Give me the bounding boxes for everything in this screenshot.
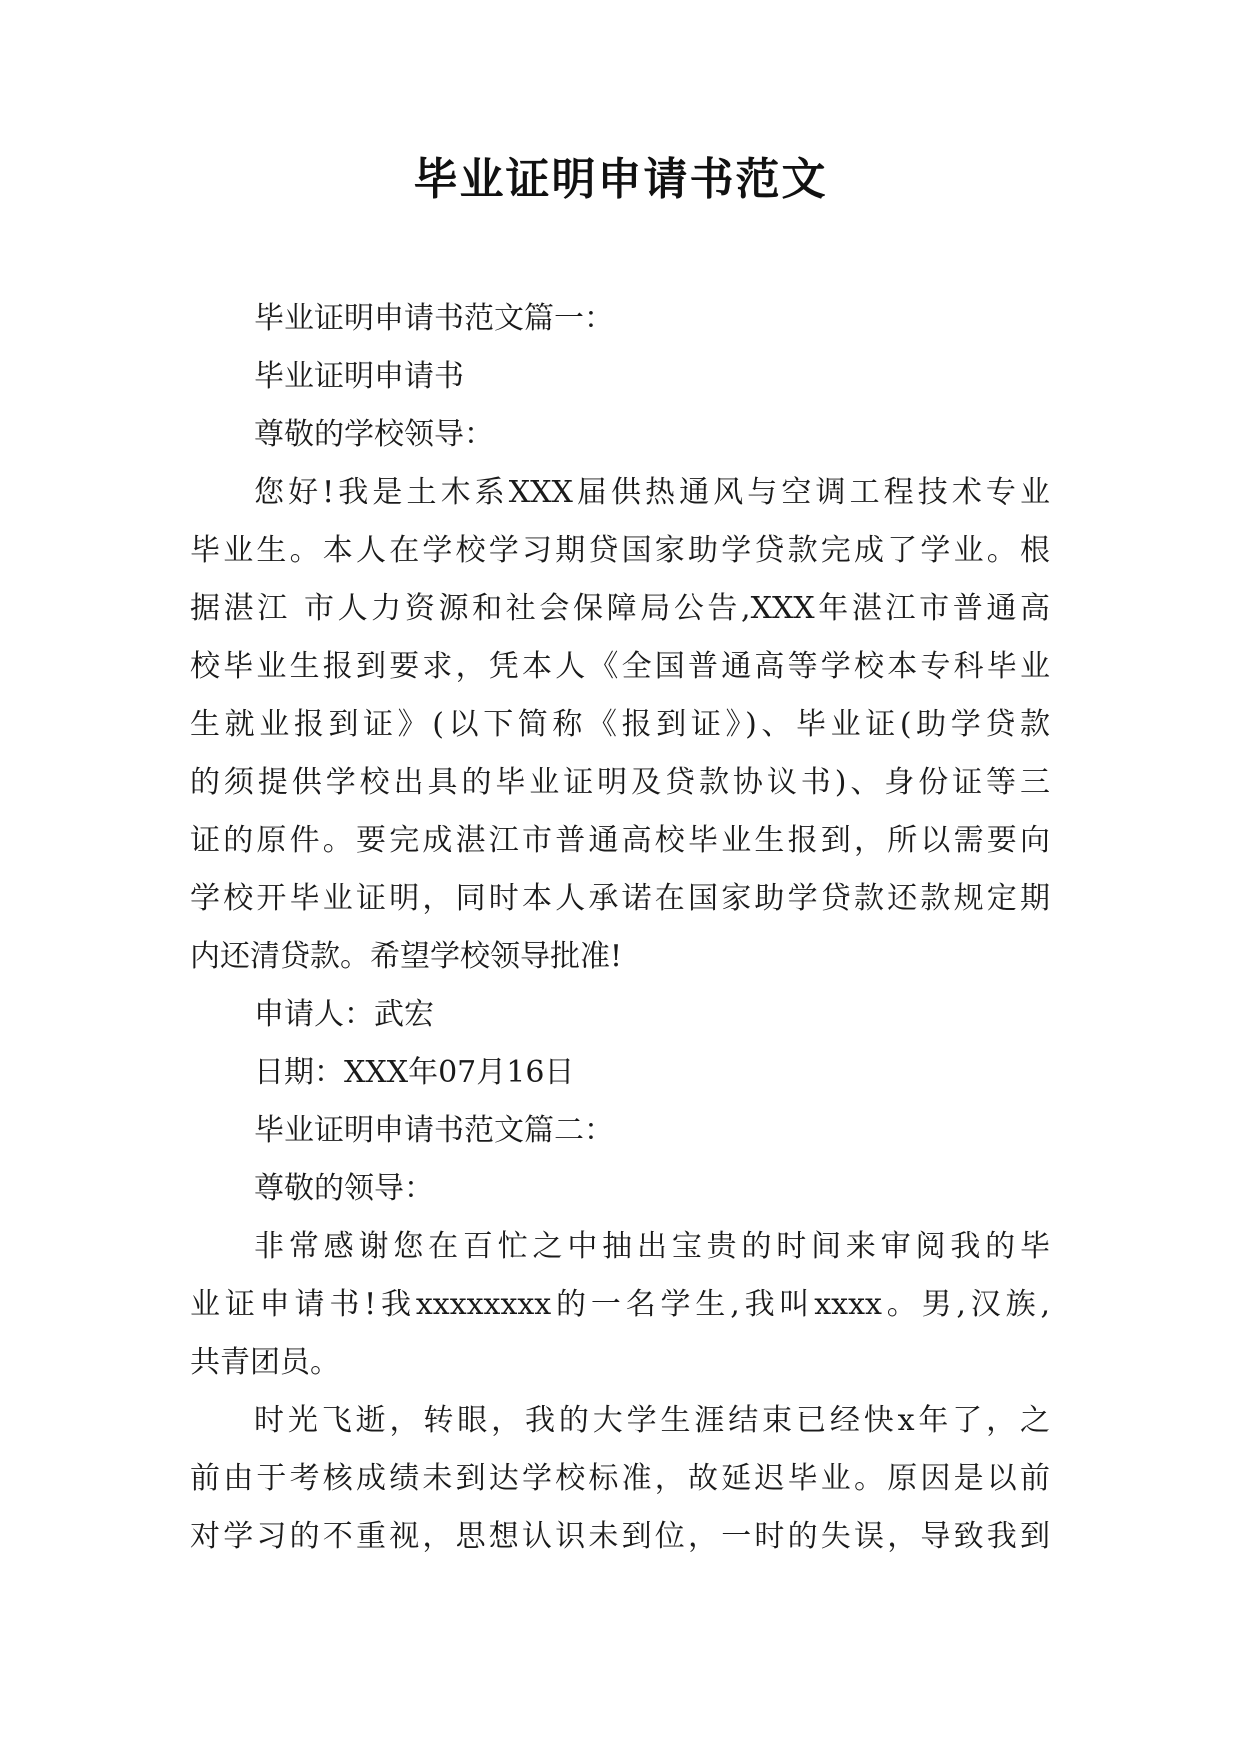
paragraph-line: 学校开毕业证明，同时本人承诺在国家助学贷款还款规定期 <box>190 881 1050 916</box>
salutation-1: 尊敬的学校领导： <box>254 417 494 452</box>
paragraph-line: 业证申请书!我xxxxxxxx的一名学生,我叫xxxx。男,汉族, <box>190 1287 1050 1322</box>
section-heading-1: 毕业证明申请书范文篇一： <box>254 301 614 336</box>
paragraph-line: 共青团员。 <box>190 1345 340 1380</box>
document-body <box>190 290 1050 1566</box>
paragraph-line: 生就业报到证》(以下简称《报到证》)、毕业证(助学贷款 <box>190 707 1050 742</box>
salutation-2: 尊敬的领导： <box>254 1171 434 1206</box>
applicant: 申请人：武宏 <box>254 997 434 1032</box>
paragraph-line: 内还清贷款。希望学校领导批准! <box>190 939 623 974</box>
paragraph-line: 的须提供学校出具的毕业证明及贷款协议书)、身份证等三 <box>190 765 1050 800</box>
date: 日期：XXX年07月16日 <box>254 1055 575 1090</box>
section-heading-2: 毕业证明申请书范文篇二： <box>254 1113 614 1148</box>
paragraph-line: 校毕业生报到要求，凭本人《全国普通高等学校本专科毕业 <box>190 649 1050 684</box>
paragraph-line: 您好!我是土木系XXX届供热通风与空调工程技术专业 <box>254 475 1050 510</box>
document-title: 毕业证明申请书范文 <box>413 154 828 205</box>
paragraph-line: 时光飞逝，转眼，我的大学生涯结束已经快x年了，之 <box>254 1403 1050 1438</box>
paragraph-line: 据湛江 市人力资源和社会保障局公告,XXX年湛江市普通高 <box>190 591 1050 626</box>
paragraph-line: 毕业生。本人在学校学习期贷国家助学贷款完成了学业。根 <box>190 533 1050 568</box>
paragraph-line: 对学习的不重视，思想认识未到位，一时的失误，导致我到 <box>190 1519 1050 1554</box>
paragraph-line: 前由于考核成绩未到达学校标准，故延迟毕业。原因是以前 <box>190 1461 1050 1496</box>
letter-title: 毕业证明申请书 <box>254 359 464 394</box>
paragraph-line: 非常感谢您在百忙之中抽出宝贵的时间来审阅我的毕 <box>254 1229 1050 1264</box>
paragraph-line: 证的原件。要完成湛江市普通高校毕业生报到，所以需要向 <box>190 823 1050 858</box>
